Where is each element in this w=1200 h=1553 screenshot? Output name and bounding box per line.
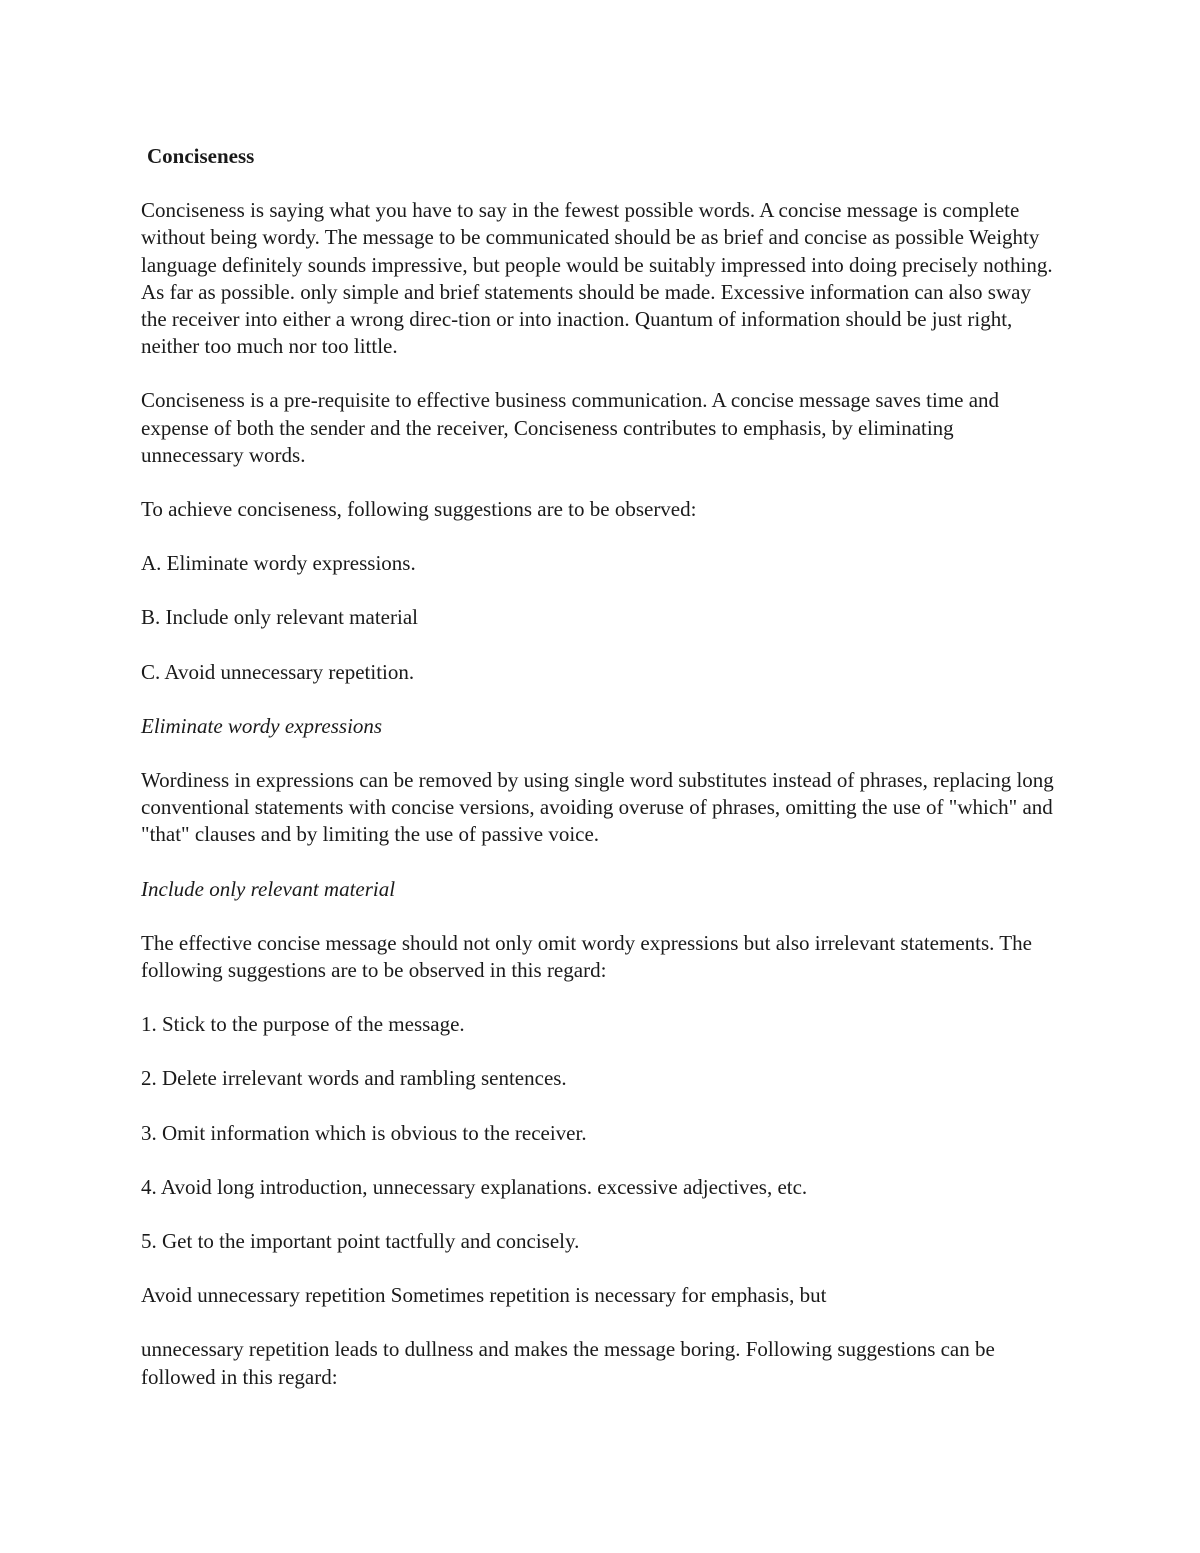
numbered-item-4: 4. Avoid long introduction, unnecessary explanations. excessive adjectives, etc. <box>141 1174 808 1199</box>
document-body <box>141 143 1061 1418</box>
subheading-eliminate-wordy: Eliminate wordy expressions <box>141 713 383 738</box>
paragraph-prerequisite: Conciseness is a pre-requisite to effective business communication. A concise message saves time and expense of both the sender and the receiver, Conciseness contributes to emphasis, by eliminating unnecessary words. <box>141 388 1000 467</box>
numbered-item-1: 1. Stick to the purpose of the message. <box>141 1012 465 1037</box>
suggestion-item-c: C. Avoid unnecessary repetition. <box>141 659 415 684</box>
paragraph-relevant: The effective concise message should not only omit wordy expressions but also irrelevant statements. The following suggestions are to be observed in this regard: <box>141 930 1032 983</box>
paragraph-wordiness: Wordiness in expressions can be removed by using single word substitutes instead of phrases, replacing long conventional statements with concise versions, avoiding overuse of phrases, omitting the use of "which" and "that" clauses and by limiting the use of passive voice. <box>141 768 1054 847</box>
paragraph-repetition: unnecessary repetition leads to dullness and makes the message boring. Following suggestions can be followed in this regard: <box>141 1337 995 1389</box>
suggestion-item-a: A. Eliminate wordy expressions. <box>141 551 416 576</box>
numbered-item-3: 3. Omit information which is obvious to the receiver. <box>141 1120 587 1145</box>
paragraph-repetition-intro: Avoid unnecessary repetition Sometimes repetition is necessary for emphasis, but <box>141 1283 827 1308</box>
paragraph-suggestions-intro: To achieve conciseness, following suggestions are to be observed: <box>141 497 697 522</box>
paragraph-definition: Conciseness is saying what you have to say in the fewest possible words. A concise message is complete without being wordy. The message to be communicated should be as brief and concise as possible Weighty language definitely sounds impressive, but people would be suitably impressed into doing precisely nothing. As far as possible. only simple and brief statements should be made. Excessive information can also sway the receiver into either a wrong direc-tion or into inaction. Quantum of information should be just right, neither too much nor too little. <box>141 198 1053 359</box>
suggestion-item-b: B. Include only relevant material <box>141 605 418 630</box>
numbered-item-2: 2. Delete irrelevant words and rambling sentences. <box>141 1066 567 1091</box>
numbered-item-5: 5. Get to the important point tactfully and concisely. <box>141 1229 580 1254</box>
document-title: Conciseness <box>147 144 255 168</box>
subheading-relevant-material: Include only relevant material <box>141 876 396 901</box>
